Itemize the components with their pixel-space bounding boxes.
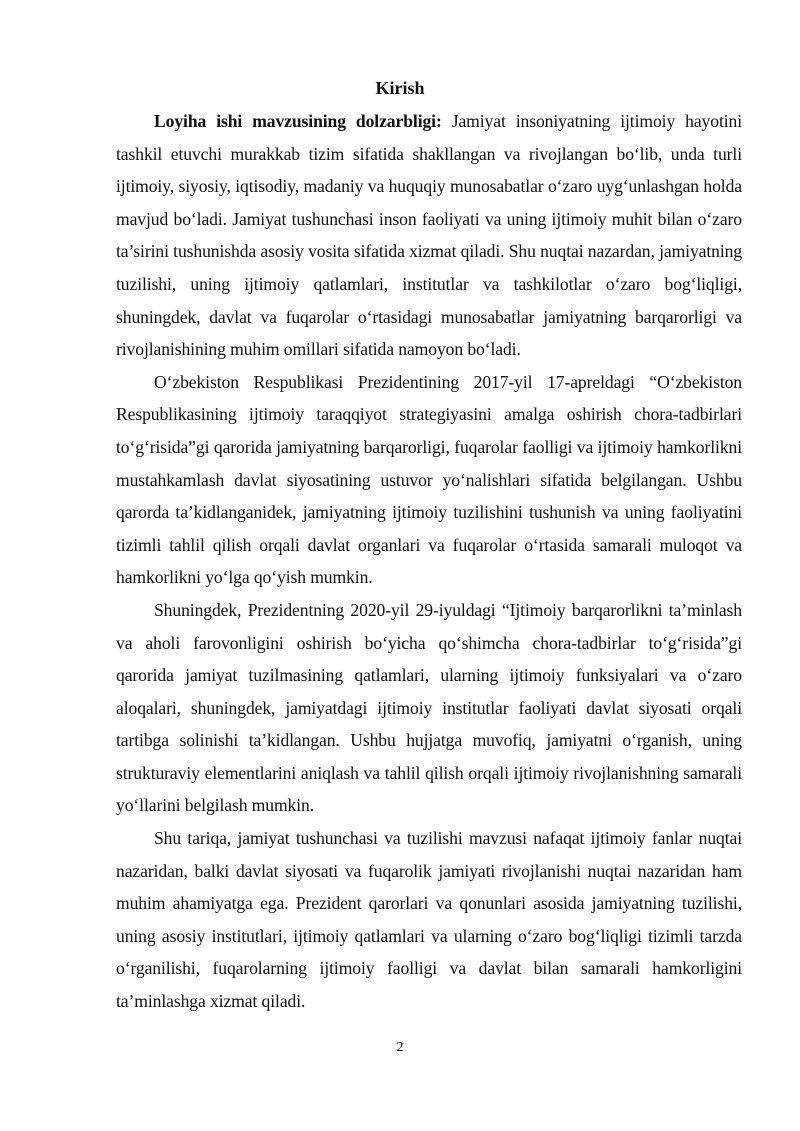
paragraph-text: Jamiyat insoniyatning ijtimoiy hayotini tashkil etuvchi murakkab tizim sifatida shakllangan va rivojlangan bo‘lib, unda turli ijtimoiy, siyosiy, iqtisodiy, madaniy va huquqiy munosabatlar o‘zaro uyg‘unlashgan holda mavjud bo‘ladi. Jamiyat tushunchasi inson faoliyati va uning ijtimoiy muhit bilan o‘zaro ta’sirini tushunishda asosiy vosita sifatida xizmat qiladi. Shu nuqtai nazardan, jamiyatning tuzilishi, uning ijtimoiy qatlamlari, institutlar va tashkilotlar o‘zaro bog‘liqligi, shuningdek, davlat va fuqarolar o‘rtasidagi munosabatlar jamiyatning barqarorligi va rivojlanishining muhim omillari sifatida namoyon bo‘ladi. bbox=[116, 111, 743, 360]
paragraph-decree-2017 bbox=[116, 366, 742, 594]
paragraph-text: Shu tariqa, jamiyat tushunchasi va tuzilishi mavzusi nafaqat ijtimoiy fanlar nuqtai nazaridan, balki davlat siyosati va fuqarolik jamiyati rivojlanishi nuqtai nazaridan ham muhim ahamiyatga ega. Prezident qarorlari va qonunlari asosida jamiyatning tuzilishi, uning asosiy institutlari, ijtimoiy qatlamlari va ularning o‘zaro bog‘liqligi tizimli tarzda o‘rganilishi, fuqarolarning ijtimoiy faolligi va davlat bilan samarali hamkorligini ta’minlashga xizmat qiladi. bbox=[116, 828, 742, 1012]
body-text bbox=[116, 105, 742, 1018]
paragraph-lead: Loyiha ishi mavzusining dolzarbligi: bbox=[154, 111, 442, 131]
paragraph-decree-2020 bbox=[116, 594, 742, 822]
paragraph-relevance bbox=[116, 105, 742, 366]
paragraph-text: O‘zbekiston Respublikasi Prezidentining 2017-yil 17-apreldagi “O‘zbekiston Respublikasining ijtimoiy taraqqiyot strategiyasini amalga oshirish chora-tadbirlari to‘g‘risida”gi qarorida jamiyatning barqarorligi, fuqarolar faolligi va ijtimoiy hamkorlikni mustahkamlash davlat siyosatining ustuvor yo‘nalishlari sifatida belgilangan. Ushbu qarorda ta’kidlanganidek, jamiyatning ijtimoiy tuzilishini tushunish va uning faoliyatini tizimli tahlil qilish orqali davlat organlari va fuqarolar o‘rtasida samarali muloqot va hamkorlikni yo‘lga qo‘yish mumkin. bbox=[116, 371, 742, 588]
page-number: 2 bbox=[396, 1040, 404, 1055]
paragraph-text: Shuningdek, Prezidentning 2020-yil 29-iyuldagi “Ijtimoiy barqarorlikni ta’minlash va aholi farovonligini oshirish bo‘yicha qo‘shimcha chora-tadbirlar to‘g‘risida”gi qarorida jamiyat tuzilmasining qatlamlari, ularning ijtimoiy funksiyalari va o‘zaro aloqalari, shuningdek, jamiyatdagi ijtimoiy institutlar faoliyati davlat siyosati orqali tartibga solinishi ta’kidlangan. Ushbu hujjatga muvofiq, jamiyatni o‘rganish, uning strukturaviy elementlarini aniqlash va tahlil qilish orqali ijtimoiy rivojlanishning samarali yo‘llarini belgilash mumkin. bbox=[116, 599, 742, 816]
section-title: Kirish bbox=[375, 78, 425, 98]
paragraph-conclusion bbox=[116, 822, 742, 1018]
